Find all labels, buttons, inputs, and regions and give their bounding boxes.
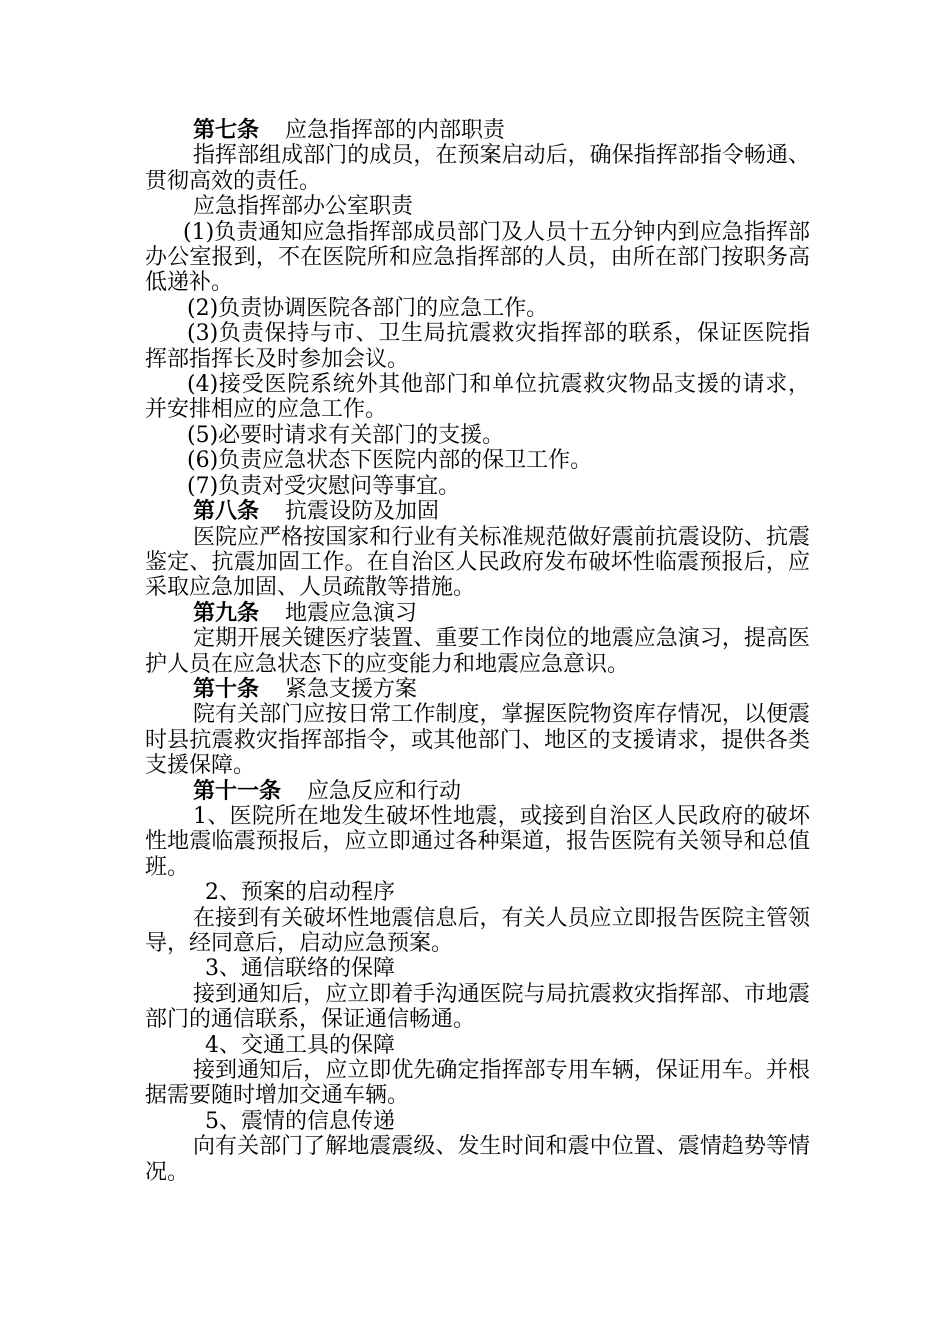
article-7-title: 应急指挥部的内部职责 (285, 118, 506, 143)
article-11-section-2-title: 2、预案的启动程序 (205, 880, 395, 906)
article-10-heading (145, 677, 810, 702)
article-10-label: 第十条 (193, 675, 260, 702)
article-11-section-3-title: 3、通信联络的保障 (205, 956, 395, 982)
article-9-heading (145, 601, 810, 626)
article-7-heading (145, 118, 810, 143)
article-11-heading (145, 779, 810, 804)
office-duty-item: (1)负责通知应急指挥部成员部门及人员十五分钟内到应急指挥部办公室报到，不在医院所和应急指挥部的人员，由所在部门按职务高低递补。 (145, 219, 810, 296)
office-duty-item: (7)负责对受灾慰问等事宜。 (187, 473, 461, 499)
office-duty-item: (3)负责保持与市、卫生局抗震救灾指挥部的联系，保证医院指挥部指挥长及时参加会议。 (145, 321, 810, 372)
article-9-title: 地震应急演习 (285, 600, 418, 626)
article-11-section-4-body: 接到通知后，应立即优先确定指挥部专用车辆，保证用车。并根据需要随时增加交通车辆。 (145, 1058, 810, 1109)
article-8-paragraph: 医院应严格按国家和行业有关标准规范做好震前抗震设防、抗震鉴定、抗震加固工作。在自治区人民政府发布破坏性临震预报后，应采取应急加固、人员疏散等措施。 (145, 524, 810, 601)
office-duty-item: (5)必要时请求有关部门的支援。 (187, 422, 505, 448)
article-7-label: 第七条 (193, 117, 260, 143)
article-11-section-2-body: 在接到有关破坏性地震信息后，有关人员应立即报告医院主管领导，经同意后，启动应急预案。 (145, 905, 810, 956)
article-10-title: 紧急支援方案 (285, 676, 418, 702)
article-11-section-4-title: 4、交通工具的保障 (205, 1032, 395, 1058)
article-8-title: 抗震设防及加固 (285, 499, 440, 525)
office-duties-heading: 应急指挥部办公室职责 (193, 194, 414, 220)
article-11-section-5-body: 向有关部门了解地震震级、发生时间和震中位置、震情趋势等情况。 (145, 1134, 810, 1185)
article-11-section-3-body: 接到通知后，应立即着手沟通医院与局抗震救灾指挥部、市地震部门的通信联系，保证通信畅通。 (145, 981, 810, 1033)
article-11-label: 第十一条 (193, 777, 282, 804)
office-duty-item: (4)接受医院系统外其他部门和单位抗震救灾物品支援的请求，并安排相应的应急工作。 (145, 372, 810, 423)
article-10-paragraph: 院有关部门应按日常工作制度，掌握医院物资库存情况，以便震时县抗震救灾指挥部指令，或其他部门、地区的支援请求，提供各类支援保障。 (145, 702, 810, 779)
document-body (145, 118, 810, 1185)
article-8-label: 第八条 (193, 498, 260, 525)
article-11-section-1: 1、医院所在地发生破坏性地震，或接到自治区人民政府的破坏性地震临震预报后，应立即通过各种渠道，报告医院有关领导和总值班。 (145, 803, 810, 880)
office-duty-item: (2)负责协调医院各部门的应急工作。 (187, 295, 549, 321)
article-11-section-5-title: 5、震情的信息传递 (205, 1108, 395, 1134)
article-7-paragraph: 指挥部组成部门的成员，在预案启动后，确保指挥部指令畅通、贯彻高效的责任。 (145, 143, 810, 194)
article-11-title: 应急反应和行动 (307, 778, 462, 804)
article-9-label: 第九条 (193, 599, 260, 626)
office-duty-item: (6)负责应急状态下医院内部的保卫工作。 (187, 448, 593, 474)
article-9-paragraph: 定期开展关键医疗装置、重要工作岗位的地震应急演习，提高医护人员在应急状态下的应变能力和地震应急意识。 (145, 626, 810, 677)
article-8-heading (145, 499, 810, 524)
